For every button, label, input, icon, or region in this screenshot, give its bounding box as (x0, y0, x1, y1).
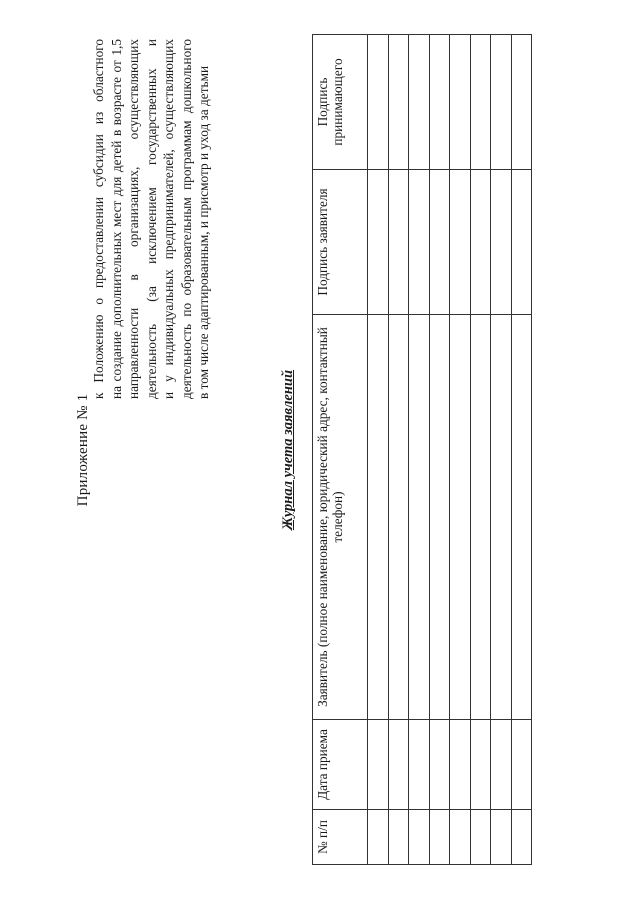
table-row (368, 35, 389, 865)
table-cell (429, 810, 450, 865)
table-cell (491, 315, 512, 720)
table-cell (429, 720, 450, 810)
table-cell (409, 810, 430, 865)
table-cell (470, 315, 491, 720)
table-cell (491, 35, 512, 170)
table-cell (429, 315, 450, 720)
header-receiver-signature: Подпись принимающего (313, 35, 368, 170)
table-cell (388, 810, 409, 865)
table-cell (450, 315, 471, 720)
table-row (491, 35, 512, 865)
table-cell (470, 170, 491, 315)
table-cell (388, 720, 409, 810)
table-cell (491, 720, 512, 810)
table-row (429, 35, 450, 865)
appendix-title: Приложение № 1 (75, 393, 91, 507)
table-cell (470, 35, 491, 170)
table-cell (450, 170, 471, 315)
appendix-text (90, 39, 213, 399)
table-row (388, 35, 409, 865)
appendix-line: деятельность по образовательным программам дошкольного (178, 39, 194, 399)
table-cell (368, 315, 389, 720)
appendix-line: на создание дополнительных мест для детей в возрасте от 1,5 (108, 39, 124, 399)
table-row (409, 35, 430, 865)
table-cell (511, 170, 532, 315)
header-number: № п/п (313, 810, 368, 865)
table-header-row (313, 35, 368, 865)
table-cell (368, 170, 389, 315)
table-cell (429, 35, 450, 170)
table-row (450, 35, 471, 865)
table-cell (491, 170, 512, 315)
table-cell (491, 810, 512, 865)
table-cell (450, 810, 471, 865)
table-cell (388, 315, 409, 720)
appendix-line: к Положению о предоставлении субсидии из областного (91, 39, 106, 399)
appendix-line: деятельность (за исключением государственных и (143, 39, 159, 399)
table-row (511, 35, 532, 865)
header-date: Дата приема (313, 720, 368, 810)
table-row (470, 35, 491, 865)
table-cell (450, 720, 471, 810)
table-cell (368, 720, 389, 810)
appendix-line: и у индивидуальных предпринимателей, осуществляющих (161, 39, 176, 399)
table-cell (429, 170, 450, 315)
table-cell (409, 170, 430, 315)
table-cell (511, 720, 532, 810)
journal-table (312, 34, 532, 865)
appendix-line: направленности в организациях, осуществляющих (126, 39, 141, 399)
appendix-line: в том числе адаптированным, и присмотр и уход за детьми (196, 65, 211, 399)
table-cell (368, 810, 389, 865)
journal-body (368, 35, 532, 865)
rotated-page (60, 35, 580, 865)
table-cell (450, 35, 471, 170)
table-cell (511, 35, 532, 170)
table-cell (409, 35, 430, 170)
header-applicant: Заявитель (полное наименование, юридический адрес, контактный телефон) (313, 315, 368, 720)
table-cell (511, 810, 532, 865)
table-cell (388, 170, 409, 315)
table-cell (470, 720, 491, 810)
table-cell (409, 315, 430, 720)
table-cell (368, 35, 389, 170)
table-cell (409, 720, 430, 810)
journal-title: Журнал учета заявлений (280, 369, 296, 531)
header-applicant-signature: Подпись заявителя (313, 170, 368, 315)
table-cell (388, 35, 409, 170)
table-cell (511, 315, 532, 720)
table-cell (470, 810, 491, 865)
